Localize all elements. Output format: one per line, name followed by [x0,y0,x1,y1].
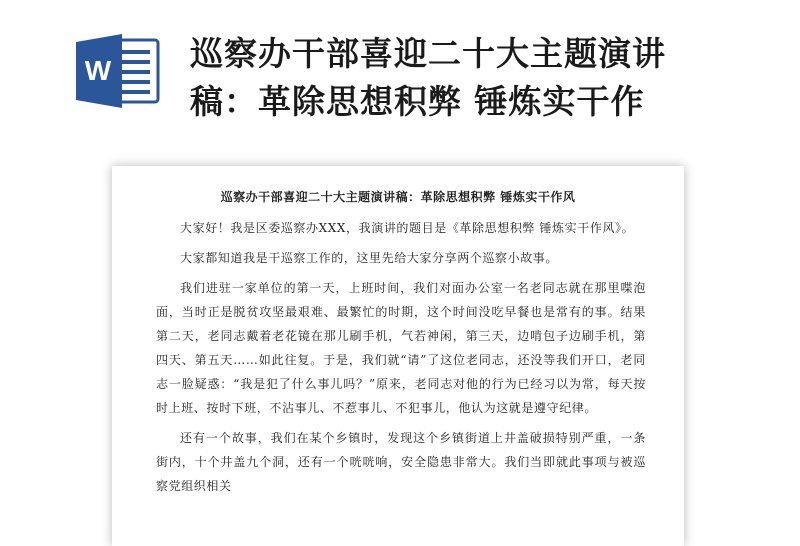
title-line-1: 巡察办干部喜迎二十大主题演讲 [190,34,666,73]
header [0,0,800,140]
document-page [112,166,684,546]
document-heading: 巡察办干部喜迎二十大主题演讲稿：革除思想积弊 锤炼实干作风 [220,190,576,204]
document-body [156,216,646,504]
paragraph: 我们进驻一家单位的第一天，上班时间，我们对面办公室一名老同志就在那里喋泡面，当时正是脱贫攻坚最艰难、最繁忙的时期，这个时间没吃早餐也是常有的事。结果第二天，老同志戴着老花镜在那儿刷手机，气若神闲，第三天，边啃包子边刷手机，第四天、第五天……如此往复。于是，我们就“请”了这位老同志，还没等我们开口，老同志一脸疑惑：“我是犯了什么事儿吗？”原来，老同志对他的行为已经习以为常，每天按时上班、按时下班，不沾事儿、不惹事儿、不犯事儿，他认为这就是遵守纪律。 [156,281,646,415]
paragraph: 大家都知道我是干巡察工作的，这里先给大家分享两个巡察小故事。 [180,251,559,265]
document-area [0,150,800,526]
word-icon-letter: W [84,55,112,86]
paragraph: 还有一个故事，我们在某个乡镇时，发现这个乡镇街道上井盖破损特别严重，一条街内，十个井盖九个洞，还有一个咣咣响，安全隐患非常大。我们当即就此事项与被巡察党组织相关 [156,431,646,493]
paragraph: 大家好！我是区委巡察办XXX，我演讲的题目是《革除思想积弊 锤炼实干作风》。 [180,221,635,235]
page-title [190,30,780,126]
title-line-2: 稿：革除思想积弊 锤炼实干作 [190,82,645,121]
word-icon [76,32,164,110]
